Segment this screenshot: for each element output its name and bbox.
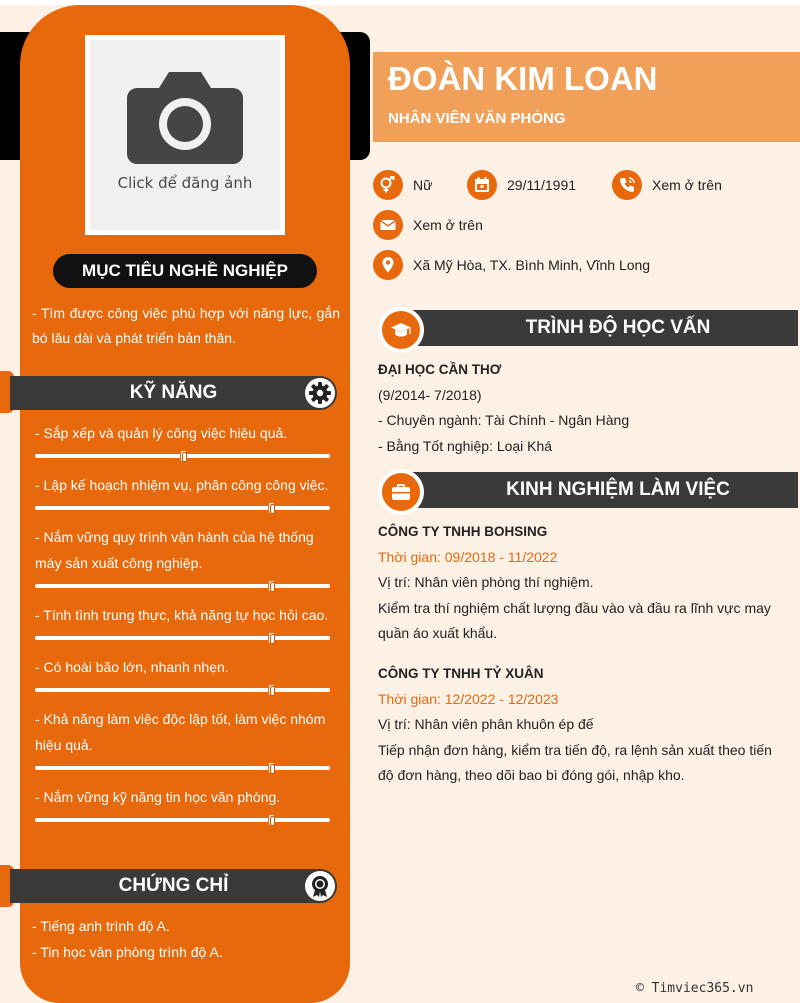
photo-placeholder[interactable]: [90, 40, 280, 230]
skill-level-slider[interactable]: [35, 766, 330, 770]
address-value: Xã Mỹ Hòa, TX. Bình Minh, Vĩnh Long: [413, 257, 651, 273]
skill-item: [35, 524, 340, 588]
camera-icon: [127, 66, 243, 166]
experience-heading: [378, 469, 798, 509]
skill-item: [35, 706, 340, 770]
school-name: ĐẠI HỌC CẦN THƠ: [378, 362, 502, 377]
education-heading-label: TRÌNH ĐỘ HỌC VẤN: [408, 310, 798, 346]
skill-item: [35, 784, 340, 822]
graduation-cap-icon: [378, 307, 424, 353]
job-description: Tiếp nhận đơn hàng, kiểm tra tiến độ, ra lệnh sản xuất theo tiến độ đơn hàng, theo dõi bao bì đóng gói, nhập kho.: [378, 741, 772, 783]
major: - Chuyên ngành: Tài Chính - Ngân Hàng: [378, 412, 630, 428]
skill-level-slider[interactable]: [35, 818, 330, 822]
company-name: CÔNG TY TNHH TỶ XUÂN: [378, 666, 544, 681]
objective-text: - Tìm được công việc phù hợp với năng lực, gắn bó lâu dài và phát triển bản thân.: [32, 305, 340, 346]
photo-upload[interactable]: [85, 35, 285, 235]
company-name: CÔNG TY TNHH BOHSING: [378, 524, 548, 539]
certificate-item: - Tin học văn phòng trình độ A.: [32, 944, 223, 960]
skill-level-slider[interactable]: [35, 584, 330, 588]
phone-icon: [612, 170, 642, 200]
email-value: Xem ở trên: [413, 217, 483, 233]
skill-label: - Tính tình trung thực, khả năng tự học hỏi cao.: [35, 607, 329, 623]
skill-level-handle[interactable]: [268, 684, 275, 696]
study-period: (9/2014- 7/2018): [378, 386, 482, 403]
skill-item: [35, 420, 340, 458]
education-block: [378, 357, 778, 459]
gender-info: [373, 170, 432, 200]
skill-level-slider[interactable]: [35, 636, 330, 640]
skills-list: [35, 420, 340, 836]
candidate-job-title: NHÂN VIÊN VĂN PHÒNG: [388, 110, 566, 127]
phone-info: [612, 170, 722, 200]
education-heading: [378, 307, 798, 347]
skill-label: - Khả năng làm việc độc lập tốt, làm việc nhóm hiệu quả.: [35, 711, 326, 753]
certificates-heading: [10, 869, 337, 903]
job-entry: [378, 519, 778, 647]
name-banner: [373, 52, 800, 142]
birthday-info: [467, 170, 576, 200]
certificates-heading-label: CHỨNG CHỈ: [118, 875, 229, 896]
address-info: [373, 250, 650, 280]
candidate-name: ĐOÀN KIM LOAN: [388, 60, 658, 97]
skill-level-handle[interactable]: [268, 762, 275, 774]
gear-icon: [305, 378, 335, 408]
skills-heading-label: KỸ NĂNG: [129, 382, 218, 403]
phone-value: Xem ở trên: [652, 177, 722, 193]
skill-level-handle[interactable]: [268, 814, 275, 826]
mail-icon: [373, 210, 403, 240]
location-pin-icon: [373, 250, 403, 280]
skill-level-slider[interactable]: [35, 506, 330, 510]
job-description: Kiểm tra thí nghiệm chất lượng đầu vào và đầu ra lĩnh vực may quần áo xuất khẩu.: [378, 599, 771, 641]
job-position: Vị trí: Nhân viên phân khuôn ép đế: [378, 716, 594, 732]
skill-item: [35, 472, 340, 510]
job-entry: [378, 661, 778, 789]
award-icon: [305, 871, 335, 901]
experience-heading-label: KINH NGHIỆM LÀM VIỆC: [408, 472, 798, 508]
left-column: [20, 5, 350, 1003]
skill-label: - Nắm vững kỹ năng tin học văn phòng.: [35, 789, 281, 805]
job-position: Vị trí: Nhân viên phòng thí nghiệm.: [378, 574, 594, 590]
objective-heading: MỤC TIÊU NGHỀ NGHIỆP: [53, 254, 317, 288]
cv-page: [0, 5, 800, 1003]
skill-level-slider[interactable]: [35, 688, 330, 692]
skill-label: - Có hoài bão lớn, nhanh nhẹn.: [35, 659, 229, 675]
skill-item: [35, 602, 340, 640]
skill-level-handle[interactable]: [268, 632, 275, 644]
birthday-value: 29/11/1991: [507, 177, 577, 193]
gender-icon: [373, 170, 403, 200]
photo-upload-label[interactable]: Click để đăng ảnh: [117, 174, 253, 192]
skill-level-handle[interactable]: [268, 580, 275, 592]
skill-level-slider[interactable]: [35, 454, 330, 458]
email-info: [373, 210, 483, 240]
skills-heading: [10, 376, 337, 410]
skill-label: - Sắp xếp và quản lý công việc hiệu quả.: [35, 425, 288, 441]
skill-level-handle[interactable]: [268, 502, 275, 514]
job-time: Thời gian: 09/2018 - 11/2022: [378, 548, 558, 565]
calendar-icon: [467, 170, 497, 200]
skill-level-handle[interactable]: [180, 450, 187, 462]
skill-label: - Lập kế hoạch nhiệm vụ, phân công công việc.: [35, 477, 329, 493]
certificate-item: - Tiếng anh trình độ A.: [32, 918, 170, 934]
skill-label: - Nắm vững quy trình vận hành của hệ thống máy sản xuất công nghiệp.: [35, 529, 314, 571]
gender-value: Nữ: [413, 177, 433, 193]
skill-item: [35, 654, 340, 692]
job-time: Thời gian: 12/2022 - 12/2023: [378, 690, 559, 707]
certificates-list: [32, 913, 342, 965]
degree: - Bằng Tốt nghiệp: Loại Khá: [378, 437, 553, 454]
footer-credit: © Timviec365.vn: [636, 981, 754, 996]
briefcase-icon: [378, 469, 424, 515]
